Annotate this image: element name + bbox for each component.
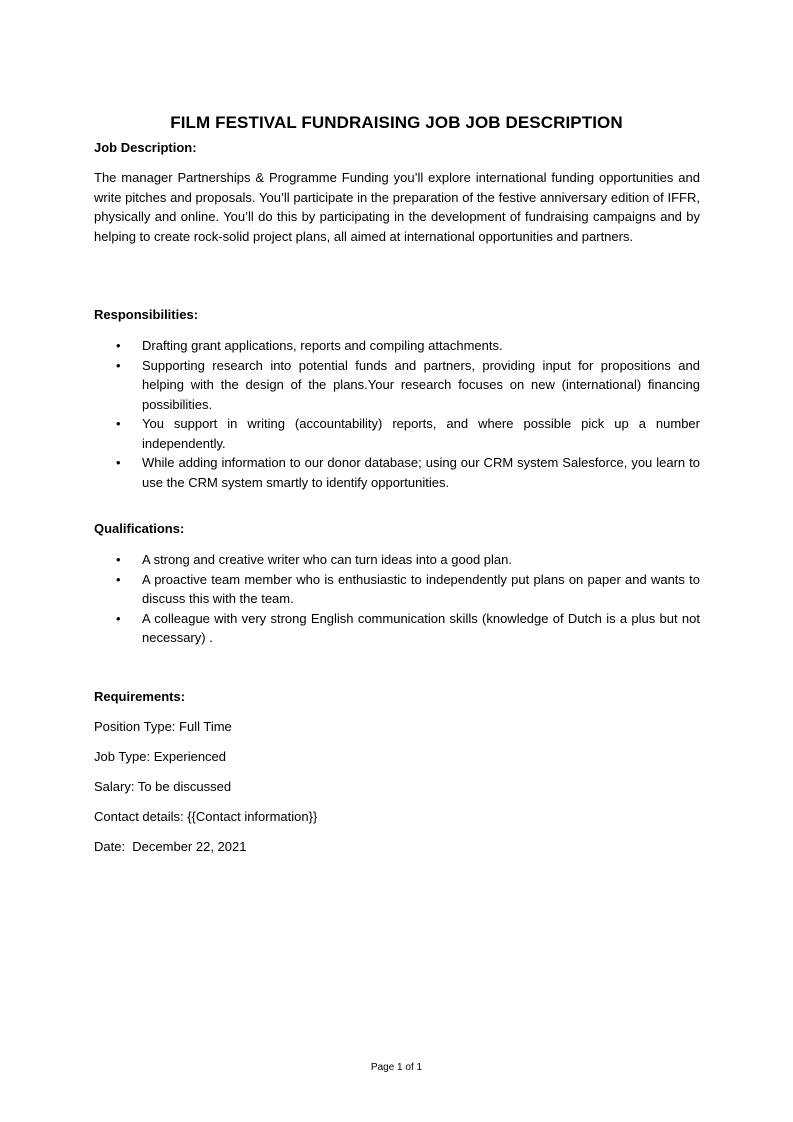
list-item: [94, 414, 700, 453]
bullet-icon: •: [116, 571, 121, 587]
list-item-text: Supporting research into potential funds and partners, providing input for propositions and helping with the design of the plans.Your research focuses on new (international) financing possibilities.: [142, 357, 700, 412]
bullet-icon: •: [116, 357, 121, 373]
qualifications-list: [94, 550, 700, 648]
list-item: [94, 550, 700, 570]
list-item-text: Drafting grant applications, reports and compiling attachments.: [142, 338, 503, 353]
qualifications-heading: Qualifications:: [94, 521, 185, 536]
bullet-icon: •: [116, 552, 121, 567]
list-item-text: A proactive team member who is enthusiastic to independently put plans on paper and wants to discuss this with the team.: [142, 571, 700, 606]
list-item: [94, 336, 700, 356]
list-item: [94, 570, 700, 609]
list-item-text: While adding information to our donor database; using our CRM system Salesforce, you learn to use the CRM system smartly to identify opportunities.: [142, 455, 700, 490]
bullet-icon: •: [116, 416, 121, 431]
bullet-icon: •: [116, 455, 121, 470]
job-description-text: The manager Partnerships & Programme Funding you’ll explore international funding opportunities and write pitches and proposals. You’ll participate in the preparation of the festive anniversary edition of IFFR, physically and online. You’ll do this by participating in the development of fundraising campaigns and by helping to create rock-solid project plans, all aimed at international opportunities and partners.: [94, 170, 700, 244]
list-item-text: A strong and creative writer who can turn ideas into a good plan.: [142, 552, 512, 567]
document-title: FILM FESTIVAL FUNDRAISING JOB JOB DESCRIPTION: [170, 113, 623, 132]
job-type: Job Type: Experienced: [94, 749, 227, 764]
page-number: Page 1 of 1: [370, 1062, 423, 1073]
job-description-heading: Job Description:: [94, 140, 197, 155]
list-item: [94, 453, 700, 492]
salary: Salary: To be discussed: [94, 779, 232, 794]
list-item: [94, 609, 700, 648]
list-item-text: A colleague with very strong English communication skills (knowledge of Dutch is a plus but not necessary) .: [142, 610, 700, 645]
list-item: [94, 356, 700, 415]
position-type: Position Type: Full Time: [94, 719, 232, 734]
responsibilities-heading: Responsibilities:: [94, 307, 199, 322]
responsibilities-list: [94, 336, 700, 492]
contact-details: Contact details: {{Contact information}}: [94, 809, 318, 824]
date: Date: December 22, 2021: [94, 839, 247, 854]
requirements-heading: Requirements:: [94, 689, 186, 704]
bullet-icon: •: [116, 338, 121, 353]
list-item-text: You support in writing (accountability) reports, and where possible pick up a number independently.: [142, 416, 700, 451]
bullet-icon: •: [116, 610, 121, 626]
